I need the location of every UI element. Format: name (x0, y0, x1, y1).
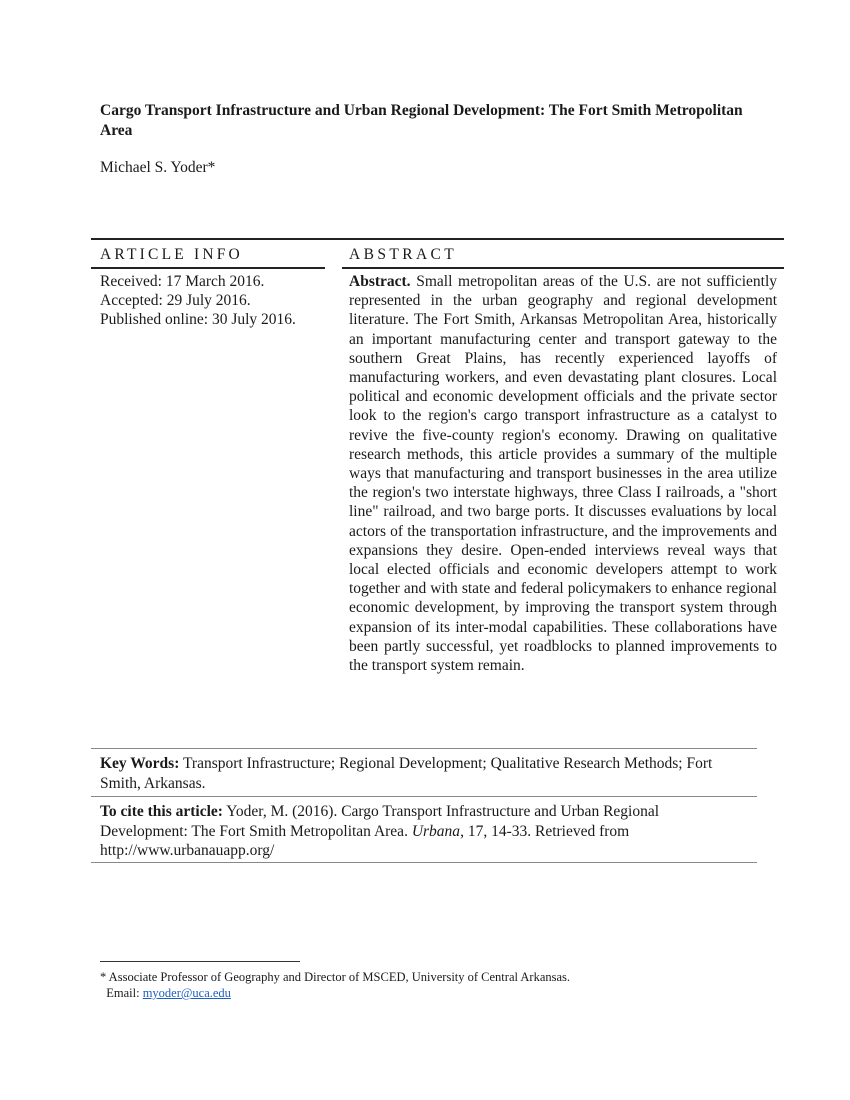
citation-journal: Urbana (411, 822, 461, 840)
abstract-text: Small metropolitan areas of the U.S. are not sufficiently represented in the urban geography and regional development literature. The Fort Smith, Arkansas Metropolitan Area, historically an important manufacturing center and transport gateway to the southern Great Plains, has recently experienced layoffs of manufacturing workers, and even devastating plant closures. Local political and economic development officials and the private sector look to the region's cargo transport infrastructure as a catalyst to revive the five-county region's economy. Drawing on qualitative research methods, this article provides a summary of the multiple ways that manufacturing and transport businesses in the area utilize the region's two interstate highways, three Class I railroads, a "short line" railroad, and two barge ports. It discusses evaluations by local actors of the transportation infrastructure, and the improvements and expansions they desire. Open-ended interviews reveal ways that local elected officials and economic developers attempt to work together and with state and federal policymakers to enhance regional economic development, by improving the transport system through expansion of its inter-modal capabilities. These collaborations have been partly successful, yet roadblocks to planned improvements to the transport system remain. (349, 273, 778, 675)
email-link[interactable]: myoder@uca.edu (142, 986, 231, 1000)
article-info-rule (91, 267, 325, 269)
citation-bottom-rule (91, 862, 757, 863)
keywords-top-rule (91, 748, 757, 749)
abstract-heading: ABSTRACT (349, 246, 458, 263)
keywords-label: Key Words: (100, 755, 180, 772)
citation (100, 802, 750, 861)
author-name: Michael S. Yoder* (100, 159, 216, 176)
citation-top-rule (91, 796, 757, 797)
footnote-email-line (100, 985, 750, 1001)
abstract-body (349, 272, 777, 675)
footnote-affiliation: * Associate Professor of Geography and Director of MSCED, University of Central Arkansas. (100, 970, 571, 984)
article-dates (100, 272, 296, 330)
citation-label: To cite this article: (100, 803, 223, 820)
header-top-rule (91, 238, 784, 240)
keywords (100, 754, 750, 793)
citation-text-after: , 17, 14-33. Retrieved from http://www.urbanauapp.org/ (100, 822, 630, 859)
email-label: Email: (106, 986, 140, 1000)
article-info-heading: ARTICLE INFO (100, 246, 243, 263)
received-date: Received: 17 March 2016. (100, 273, 265, 290)
citation-text-before: Yoder, M. (2016). Cargo Transport Infrastructure and Urban Regional Development: The Fort Smith Metropolitan Area. (100, 803, 660, 840)
abstract-rule (342, 267, 784, 269)
footnote (100, 969, 750, 1001)
paper-title: Cargo Transport Infrastructure and Urban Regional Development: The Fort Smith Metropolitan Area (100, 102, 743, 139)
published-date: Published online: 30 July 2016. (100, 311, 296, 329)
accepted-date: Accepted: 29 July 2016. (100, 292, 251, 310)
footnote-rule (100, 961, 300, 962)
abstract-label: Abstract. (349, 273, 411, 290)
keywords-text: Transport Infrastructure; Regional Development; Qualitative Research Methods; Fort Smith, Arkansas. (100, 755, 713, 792)
